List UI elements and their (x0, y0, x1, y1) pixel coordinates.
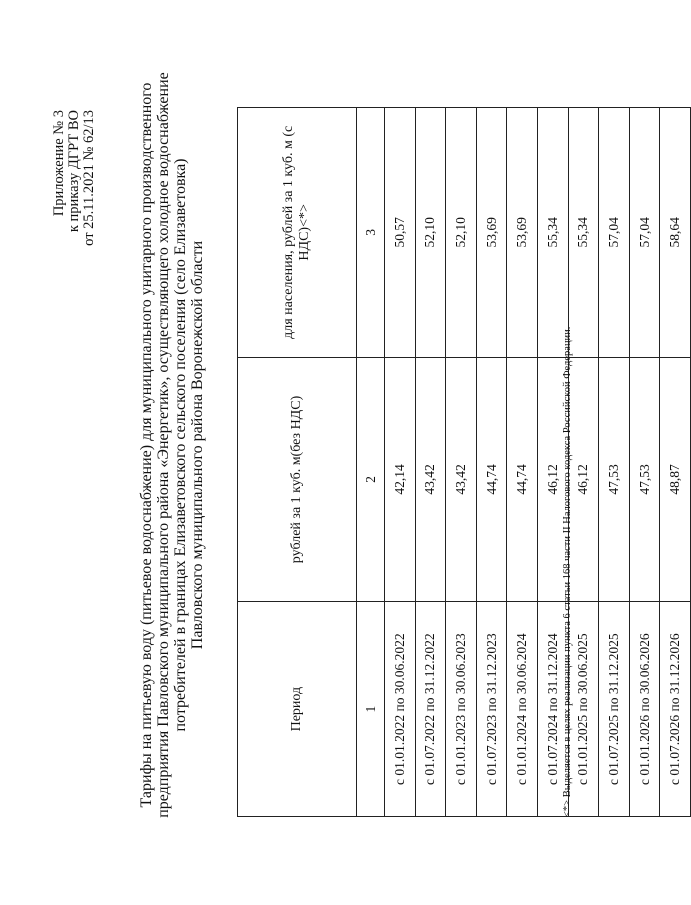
title-line-4: Павловского муниципального района Воронежской области (189, 240, 206, 650)
column-number-row (357, 108, 385, 817)
price-no-vat-cell: 44,74 (507, 357, 538, 602)
period-cell: с 01.07.2024 по 31.12.2024 (537, 602, 568, 817)
header-price-population: для населения, рублей за 1 куб. м (с НДС)<*> (238, 108, 357, 358)
period-cell: с 01.01.2022 по 30.06.2022 (385, 602, 416, 817)
header-period: Период (238, 602, 357, 817)
price-population-cell: 55,34 (568, 108, 599, 358)
price-population-cell: 57,04 (599, 108, 630, 358)
appendix-order-date: от 25.11.2021 № 62/13 (81, 110, 97, 246)
price-no-vat-cell: 46,12 (568, 357, 599, 602)
period-cell: с 01.07.2026 по 31.12.2026 (660, 602, 691, 817)
document-title (138, 50, 206, 840)
column-number: 3 (357, 108, 385, 358)
price-population-cell: 52,10 (446, 108, 477, 358)
column-number: 1 (357, 602, 385, 817)
table-row (415, 108, 446, 817)
appendix-number: Приложение № 3 (51, 110, 67, 217)
price-population-cell: 58,64 (660, 108, 691, 358)
title-line-1: Тарифы на питьевую воду (питьевое водоснабжение) для муниципального унитарного производственного (138, 82, 155, 808)
title-line-2: предприятия Павловского муниципального района «Энергетик», осуществляющего холодное водоснабжение (155, 72, 172, 818)
period-cell: с 01.07.2023 по 31.12.2023 (476, 602, 507, 817)
price-population-cell: 57,04 (629, 108, 660, 358)
price-no-vat-cell: 46,12 (537, 357, 568, 602)
table-header-row (238, 108, 357, 817)
footnote: <*> Выделяется в целях реализации пункта 6 статьи 168 части II Налогового кодекса Российской Федерации. (562, 326, 573, 817)
period-cell: с 01.01.2024 по 30.06.2024 (507, 602, 538, 817)
appendix-order-ref: к приказу ДГРТ ВО (66, 110, 82, 233)
price-population-cell: 55,34 (537, 108, 568, 358)
price-no-vat-cell: 42,14 (385, 357, 416, 602)
price-no-vat-cell: 44,74 (476, 357, 507, 602)
table-row (599, 108, 630, 817)
tariff-table (237, 107, 691, 817)
price-population-cell: 53,69 (476, 108, 507, 358)
period-cell: с 01.01.2023 по 30.06.2023 (446, 602, 477, 817)
header-price-no-vat: рублей за 1 куб. м(без НДС) (238, 357, 357, 602)
price-population-cell: 52,10 (415, 108, 446, 358)
table-row (660, 108, 691, 817)
price-no-vat-cell: 47,53 (629, 357, 660, 602)
price-no-vat-cell: 43,42 (415, 357, 446, 602)
appendix-header (52, 110, 97, 246)
price-no-vat-cell: 48,87 (660, 357, 691, 602)
price-population-cell: 53,69 (507, 108, 538, 358)
table-row (507, 108, 538, 817)
table-row (385, 108, 416, 817)
period-cell: с 01.07.2022 по 31.12.2022 (415, 602, 446, 817)
period-cell: с 01.01.2026 по 30.06.2026 (629, 602, 660, 817)
price-no-vat-cell: 43,42 (446, 357, 477, 602)
table-row (476, 108, 507, 817)
table-row (446, 108, 477, 817)
table-row (629, 108, 660, 817)
period-cell: с 01.01.2025 по 30.06.2025 (568, 602, 599, 817)
period-cell: с 01.07.2025 по 31.12.2025 (599, 602, 630, 817)
price-no-vat-cell: 47,53 (599, 357, 630, 602)
price-population-cell: 50,57 (385, 108, 416, 358)
rotated-content (50, 50, 683, 840)
column-number: 2 (357, 357, 385, 602)
title-line-3: потребителей в границах Елизаветовского сельского поселения (село Елизаветовка) (172, 158, 189, 732)
